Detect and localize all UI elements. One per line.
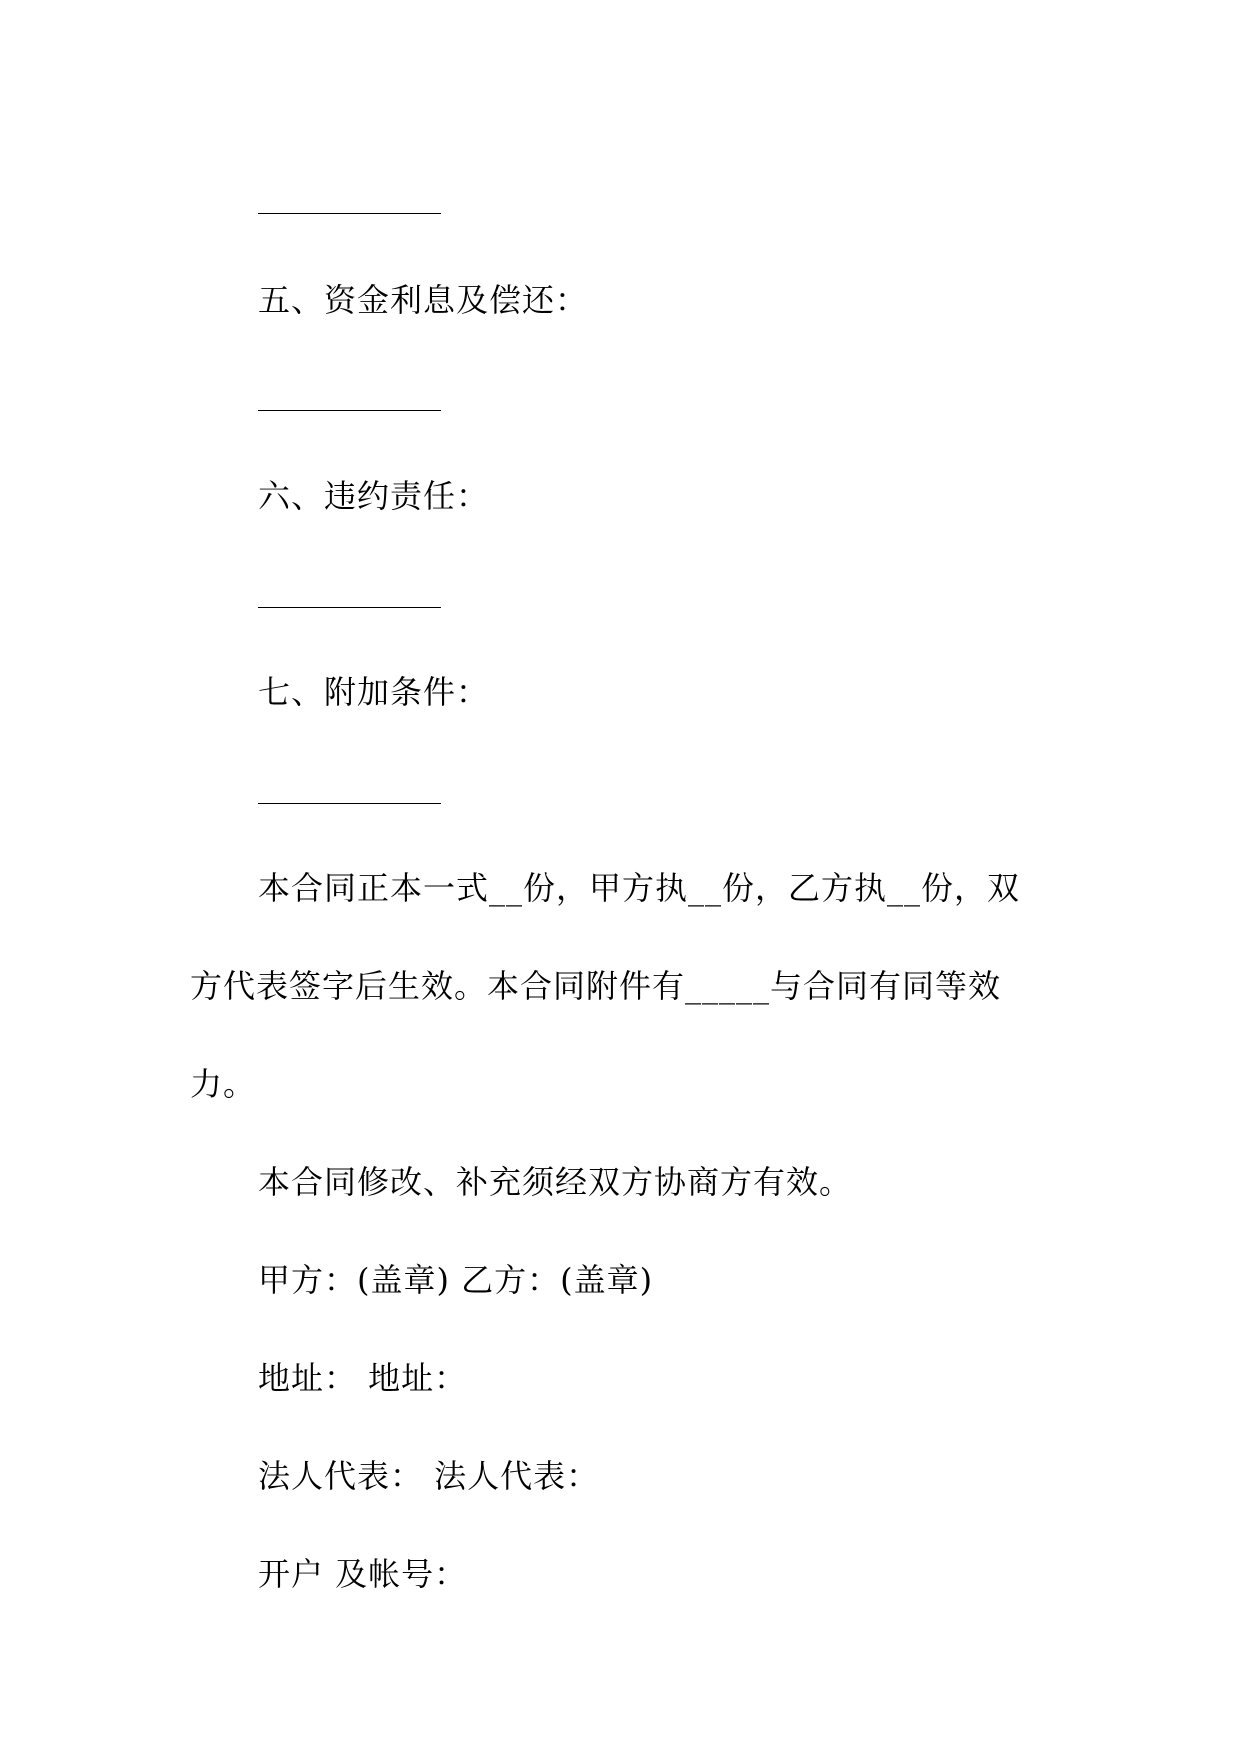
- section-6-heading: 六、违约责任：: [258, 477, 490, 515]
- parties-seal-line: 甲方：(盖章) 乙方：(盖章): [258, 1261, 654, 1299]
- copies-paragraph-line-2: 方代表签字后生效。本合同附件有_____与合同有同等效: [190, 967, 1002, 1005]
- blank-fill-line-4: [258, 803, 441, 804]
- section-7-heading: 七、附加条件：: [258, 673, 490, 711]
- blank-fill-line-2: [258, 410, 441, 411]
- copies-paragraph-line-1: 本合同正本一式__份，甲方执__份，乙方执__份，双: [258, 869, 1021, 907]
- amendment-paragraph: 本合同修改、补充须经双方协商方有效。: [258, 1163, 853, 1201]
- section-5-heading: 五、资金利息及偿还：: [258, 281, 589, 319]
- address-line: 地址： 地址：: [258, 1359, 468, 1397]
- blank-fill-line-3: [258, 607, 441, 608]
- blank-fill-line-1: [258, 213, 441, 214]
- legal-representative-line: 法人代表： 法人代表：: [258, 1457, 600, 1495]
- bank-account-line: 开户 及帐号：: [258, 1555, 468, 1593]
- copies-paragraph-line-3: 力。: [190, 1065, 257, 1103]
